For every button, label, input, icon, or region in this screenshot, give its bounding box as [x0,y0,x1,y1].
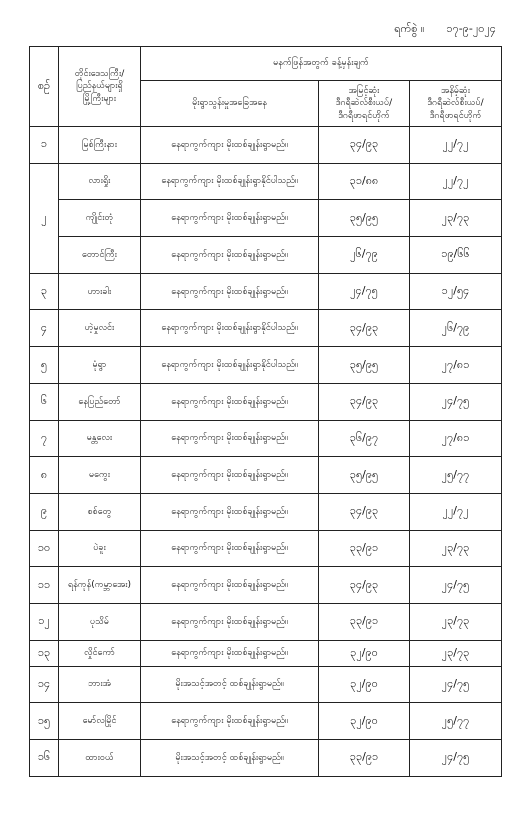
date-line [394,22,496,38]
header-city-line: တိုင်းဒေသကြီး/ [74,69,125,80]
row-max: ၃၅/၉၅ [319,457,410,494]
row-city: လှိုင်ကော် [59,640,141,666]
row-condition: နေရာကွက်ကျား မိုးထစ်ချုန်းရွာမည်။ [141,200,319,237]
row-min: ၂၄/၇၅ [410,740,502,777]
table-row [30,310,502,347]
header-max-line: ဒီဂရီဖာရင်ဟိုက် [338,110,390,121]
row-max: ၃၅/၉၅ [319,200,410,237]
row-max: ၃၂/၉၀ [319,666,410,703]
row-min: ၂၅/၇၇ [410,703,502,740]
row-no: ၁ [30,127,59,164]
row-max: ၃၆/၉၇ [319,420,410,457]
row-condition: နေရာကွက်ကျား မိုးထစ်ချုန်းရွာမည်။ [141,703,319,740]
row-no: ၂ [30,163,59,273]
row-min: ၂၄/၇၅ [410,567,502,604]
row-condition: မိုးအသင့်အတင့် ထစ်ချုန်းရွာမည်။ [141,666,319,703]
row-city: လားရှိုး [59,163,141,200]
row-no: ၈ [30,457,59,494]
row-max: ၃၃/၉၁ [319,530,410,567]
row-min: ၂၂/၇၂ [410,127,502,164]
row-no: ၁၅ [30,703,59,740]
row-condition: နေရာကွက်ကျား မိုးထစ်ချုန်းရွာမည်။ [141,383,319,420]
row-city: ရန်ကုန်(ကမ္ဘာအေး) [59,567,141,604]
row-max: ၃၅/၉၅ [319,347,410,384]
row-max: ၃၁/၈၈ [319,163,410,200]
row-min: ၂၇/၈၁ [410,420,502,457]
row-no: ၁၄ [30,666,59,703]
row-no: ၁၀ [30,530,59,567]
table-row [30,127,502,164]
row-city: မြစ်ကြီးနား [59,127,141,164]
row-min: ၂၃/၇၃ [410,603,502,640]
row-condition: နေရာကွက်ကျား မိုးထစ်ချုန်းရွာနိုင်ပါသည်။ [141,347,319,384]
row-min: ၂၆/၇၉ [410,310,502,347]
row-city: ဟားခါး [59,273,141,310]
row-city: ထားဝယ် [59,740,141,777]
row-city: မန္တလေး [59,420,141,457]
table-row [30,493,502,530]
row-min: ၂၅/၇၇ [410,457,502,494]
row-city: စစ်တွေ [59,493,141,530]
row-min: ၁၂/၅၄ [410,273,502,310]
row-max: ၃၃/၉၁ [319,740,410,777]
row-min: ၂၂/၇၂ [410,163,502,200]
row-max: ၃၂/၉၀ [319,703,410,740]
table-row [30,383,502,420]
row-min: ၂၃/၇၃ [410,530,502,567]
header-min-line: ဒီဂရီဖာရင်ဟိုက် [429,110,482,121]
table-row [30,603,502,640]
row-no: ၉ [30,493,59,530]
header-no: စဉ် [30,47,59,127]
row-no: ၃ [30,273,59,310]
row-condition: နေရာကွက်ကျား မိုးထစ်ချုန်းရွာမည်။ [141,273,319,310]
row-min: ၂၇/၈၁ [410,347,502,384]
date-label: ရက်စွဲ ။ [394,22,425,35]
row-condition: နေရာကွက်ကျား မိုးထစ်ချုန်းရွာမည်။ [141,127,319,164]
header-min-line: အနိမ့်ဆုံး [440,86,471,97]
row-max: ၂၄/၇၅ [319,273,410,310]
row-max: ၃၄/၉၃ [319,127,410,164]
row-city: တောင်ကြီး [59,237,141,274]
table-row [30,567,502,604]
row-max: ၃၃/၉၁ [319,603,410,640]
row-city: မကွေး [59,457,141,494]
row-max: ၃၄/၉၃ [319,383,410,420]
header-city-line: ပြည်နယ်များရှိ [76,81,123,92]
row-city: နေပြည်တော် [59,383,141,420]
row-city: ဘားအံ [59,666,141,703]
header-group: မနက်ဖြန်အတွက် ခန့်မှန်းချက် [141,47,502,81]
table-row [30,237,502,274]
row-no: ၁၁ [30,567,59,604]
header-max-line: အမြင့်ဆုံး [348,86,380,97]
row-no: ၁၃ [30,640,59,666]
row-city: မော်လမြိုင် [59,703,141,740]
header-min [410,81,502,127]
row-condition: နေရာကွက်ကျား မိုးထစ်ချုန်းရွာမည်။ [141,567,319,604]
row-min: ၂၂/၇၂ [410,493,502,530]
header-condition: မိုးရွာသွန်းမှုအခြေအနေ [141,81,319,127]
row-condition: နေရာကွက်ကျား မိုးထစ်ချုန်းရွာနိုင်ပါသည်။ [141,310,319,347]
row-max: ၃၂/၉၀ [319,640,410,666]
table-row [30,666,502,703]
row-no: ၇ [30,420,59,457]
table-row [30,200,502,237]
row-condition: နေရာကွက်ကျား မိုးထစ်ချုန်းရွာမည်။ [141,237,319,274]
row-max: ၃၄/၉၃ [319,567,410,604]
row-no: ၁၆ [30,740,59,777]
row-min: ၂၄/၇၅ [410,666,502,703]
row-city: မုံရွာ [59,347,141,384]
row-no: ၆ [30,383,59,420]
table-row [30,457,502,494]
table-row [30,740,502,777]
row-no: ၄ [30,310,59,347]
row-max: ၂၆/၇၉ [319,237,410,274]
row-min: ၂၃/၇၃ [410,640,502,666]
row-condition: နေရာကွက်ကျား မိုးထစ်ချုန်းရွာမည်။ [141,640,319,666]
row-min: ၂၃/၇၃ [410,200,502,237]
header-min-line: ဒီဂရီဆဲလ်စီးယပ်/ [427,98,484,109]
row-min: ၂၄/၇၅ [410,383,502,420]
date-value: ၁၇-၉-၂၀၂၄ [446,22,496,35]
table-row [30,347,502,384]
row-city: ကျိုင်းတုံ [59,200,141,237]
forecast-table [29,46,502,777]
row-min: ၁၉/၆၆ [410,237,502,274]
row-condition: နေရာကွက်ကျား မိုးထစ်ချုန်းရွာမည်။ [141,530,319,567]
row-no: ၁၂ [30,603,59,640]
row-no: ၅ [30,347,59,384]
row-condition: မိုးအသင့်အတင့် ထစ်ချုန်းရွာမည်။ [141,740,319,777]
row-max: ၃၄/၉၃ [319,493,410,530]
header-city-line: မြို့ကြီးများ [82,93,117,104]
row-city: ပုသိမ် [59,603,141,640]
table-row [30,163,502,200]
header-max [319,81,410,127]
row-condition: နေရာကွက်ကျား မိုးထစ်ချုန်းရွာနိုင်ပါသည်။ [141,163,319,200]
row-city: ဟဲ့မှုလင်း [59,310,141,347]
table-row [30,703,502,740]
header-max-line: ဒီဂရီဆဲလ်စီးယပ်/ [335,98,393,109]
table-row [30,273,502,310]
row-condition: နေရာကွက်ကျား မိုးထစ်ချုန်းရွာမည်။ [141,420,319,457]
row-city: ပဲခူး [59,530,141,567]
table-row [30,640,502,666]
table-row [30,530,502,567]
header-city [59,47,141,127]
row-condition: နေရာကွက်ကျား မိုးထစ်ချုန်းရွာမည်။ [141,457,319,494]
row-condition: နေရာကွက်ကျား မိုးထစ်ချုန်းရွာမည်။ [141,603,319,640]
row-condition: နေရာကွက်ကျား မိုးထစ်ချုန်းရွာမည်။ [141,493,319,530]
table-row [30,420,502,457]
row-max: ၃၄/၉၃ [319,310,410,347]
